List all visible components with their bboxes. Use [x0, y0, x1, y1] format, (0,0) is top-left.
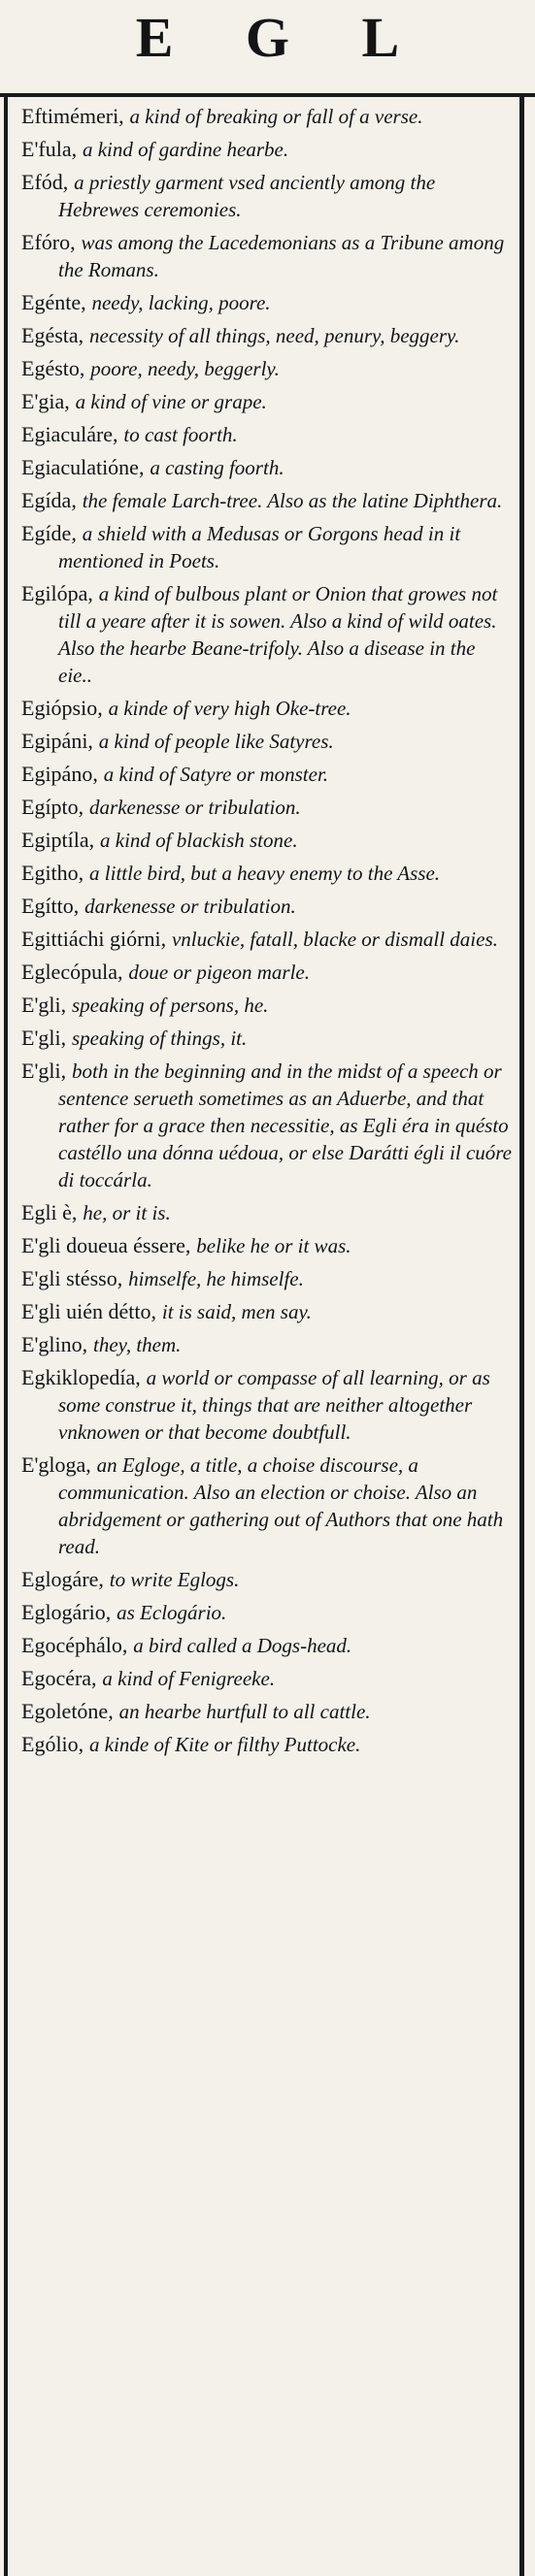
entry-headword: Ególio, [21, 1732, 84, 1756]
dictionary-entry [21, 860, 513, 888]
entry-headword: Egiaculatióne, [21, 455, 145, 479]
entry-headword: Eglogáre, [21, 1567, 104, 1591]
entry-headword: E'gli stésso, [21, 1266, 123, 1290]
dictionary-entry [21, 1364, 513, 1447]
entry-headword: Egída, [21, 488, 77, 512]
dictionary-entry [21, 761, 513, 789]
entry-headword: Egésto, [21, 356, 85, 380]
entry-headword: Efóro, [21, 230, 76, 254]
entry-headword: Egiópsio, [21, 696, 103, 720]
entry-headword: Egilópa, [21, 581, 93, 605]
entry-headword: E'fula, [21, 137, 78, 161]
entry-headword: E'gli, [21, 1026, 67, 1050]
dictionary-entry [21, 421, 513, 449]
entry-definition: an Egloge, a title, a choise discourse, a communication. Also an election or choise. Also an abridgement or gathering out of Authors that one hath read. [58, 1453, 504, 1558]
entry-definition: speaking of things, it. [72, 1027, 248, 1050]
entry-definition: darkenesse or tribulation. [89, 796, 301, 819]
header-rule [0, 93, 535, 97]
entry-headword: Egittiáchi giórni, [21, 927, 167, 951]
entry-definition: the female Larch-tree. Also as the latine Diphthera. [82, 489, 503, 512]
entry-definition: a shield with a Medusas or Gorgons head in it mentioned in Poets. [58, 522, 461, 572]
entry-definition: belike he or it was. [196, 1234, 351, 1257]
dictionary-entry [21, 355, 513, 383]
entry-headword: Egoletóne, [21, 1699, 114, 1723]
entry-headword: Eglecópula, [21, 960, 123, 984]
entry-definition: as Eclogário. [117, 1601, 227, 1624]
entry-headword: Efód, [21, 170, 69, 194]
entry-definition: a kind of gardine hearbe. [82, 138, 289, 161]
dictionary-entry [21, 959, 513, 987]
entry-definition: a kind of vine or grape. [75, 390, 267, 413]
dictionary-entry [21, 487, 513, 515]
entry-headword: E'gia, [21, 389, 70, 413]
column-rule-left [4, 93, 8, 2576]
entry-definition: a kinde of very high Oke-tree. [108, 697, 351, 720]
dictionary-entry [21, 103, 513, 131]
entry-definition: a kind of breaking or fall of a verse. [129, 105, 423, 128]
entry-headword: Egocéphálo, [21, 1633, 128, 1657]
dictionary-entry [21, 388, 513, 416]
entry-definition: to cast foorth. [123, 423, 238, 446]
entry-headword: Eftimémeri, [21, 104, 124, 128]
dictionary-entry [21, 229, 513, 284]
entry-headword: Egíde, [21, 521, 77, 545]
entry-headword: Egitho, [21, 861, 84, 885]
entry-definition: a world or compasse of all learning, or as some construe it, things that are neither altogether vnknowen or that become doubtfull. [58, 1366, 490, 1444]
entry-headword: Egiptíla, [21, 828, 95, 852]
entry-definition: a kind of people like Satyres. [98, 730, 334, 753]
dictionary-entry [21, 322, 513, 350]
dictionary-entry [21, 728, 513, 756]
entry-headword: E'glino, [21, 1332, 88, 1356]
column-rule-right [519, 93, 524, 2576]
entry-definition: vnluckie, fatall, blacke or dismall daies. [171, 928, 498, 951]
entry-definition: a casting foorth. [150, 456, 284, 479]
dictionary-entry [21, 520, 513, 575]
dictionary-entry [21, 1566, 513, 1594]
entry-headword: Egipáno, [21, 762, 98, 786]
entry-definition: a priestly garment vsed anciently among the Hebrewes ceremonies. [58, 171, 436, 221]
entry-definition: a kind of bulbous plant or Onion that growes not till a yeare after it is sowen. Also a kind of wild oates. Also the hearbe Beane-trifoly. Also a disease in the eie.. [58, 582, 498, 687]
entry-definition: a little bird, but a heavy enemy to the Asse. [89, 862, 441, 885]
entry-definition: necessity of all things, need, penury, beggery. [89, 324, 460, 347]
dictionary-entry [21, 454, 513, 482]
dictionary-entry [21, 1298, 513, 1326]
entry-definition: speaking of persons, he. [72, 994, 269, 1017]
entry-definition: doue or pigeon marle. [128, 961, 310, 984]
page-header: E G L [135, 6, 429, 69]
dictionary-entry [21, 794, 513, 822]
entry-definition: darkenesse or tribulation. [84, 895, 296, 918]
entry-definition: a kind of Satyre or monster. [103, 763, 329, 786]
entry-headword: Egésta, [21, 323, 84, 347]
dictionary-entry [21, 136, 513, 164]
entry-definition: a kinde of Kite or filthy Puttocke. [89, 1733, 361, 1756]
dictionary-entry [21, 1331, 513, 1359]
entry-list [21, 103, 513, 1764]
entry-definition: he, or it is. [83, 1201, 171, 1224]
entry-definition: they, them. [93, 1333, 182, 1356]
entry-definition: to write Eglogs. [109, 1568, 240, 1591]
entry-headword: Egénte, [21, 290, 86, 314]
dictionary-entry [21, 893, 513, 921]
dictionary-entry [21, 1599, 513, 1627]
dictionary-entry [21, 1731, 513, 1759]
entry-definition: a kind of Fenigreeke. [102, 1667, 276, 1690]
dictionary-entry [21, 289, 513, 317]
entry-headword: Eglogário, [21, 1600, 112, 1624]
dictionary-entry [21, 580, 513, 690]
entry-definition: a kind of blackish stone. [100, 829, 298, 852]
entry-definition: it is said, men say. [161, 1300, 312, 1323]
entry-definition: himselfe, he himselfe. [128, 1267, 304, 1290]
dictionary-entry [21, 827, 513, 855]
entry-definition: poore, needy, beggerly. [90, 357, 280, 380]
dictionary-entry [21, 992, 513, 1020]
dictionary-entry [21, 1199, 513, 1227]
entry-headword: E'gli, [21, 993, 67, 1017]
entry-headword: Egocéra, [21, 1666, 97, 1690]
dictionary-entry [21, 1025, 513, 1053]
entry-headword: E'gli doueua éssere, [21, 1233, 191, 1257]
dictionary-entry [21, 169, 513, 224]
entry-headword: E'gli, [21, 1059, 67, 1083]
entry-definition: an hearbe hurtfull to all cattle. [118, 1700, 371, 1723]
entry-headword: Egiaculáre, [21, 422, 118, 446]
dictionary-entry [21, 1632, 513, 1660]
entry-definition: was among the Lacedemonians as a Tribune among the Romans. [58, 231, 505, 281]
dictionary-entry [21, 1265, 513, 1293]
dictionary-entry [21, 1058, 513, 1194]
entry-definition: needy, lacking, poore. [91, 291, 271, 314]
entry-headword: E'gli uién détto, [21, 1299, 156, 1323]
entry-definition: a bird called a Dogs-head. [133, 1634, 352, 1657]
dictionary-entry [21, 1451, 513, 1561]
entry-headword: E'gloga, [21, 1452, 91, 1477]
entry-headword: Egli è, [21, 1200, 78, 1224]
dictionary-entry [21, 1665, 513, 1693]
dictionary-entry [21, 1698, 513, 1726]
dictionary-entry [21, 695, 513, 723]
entry-headword: Egkiklopedía, [21, 1365, 141, 1389]
entry-definition: both in the beginning and in the midst of a speech or sentence serueth sometimes as an Aduerbe, and that rather for a grace then necessitie, as Egli éra in quésto castéllo una dónna uédoua, or else Darátti égli il cuóre di toccárla. [58, 1060, 512, 1191]
entry-headword: Egítto, [21, 894, 80, 918]
entry-headword: Egípto, [21, 795, 84, 819]
dictionary-entry [21, 1232, 513, 1260]
entry-headword: Egipáni, [21, 729, 93, 753]
dictionary-entry [21, 926, 513, 954]
